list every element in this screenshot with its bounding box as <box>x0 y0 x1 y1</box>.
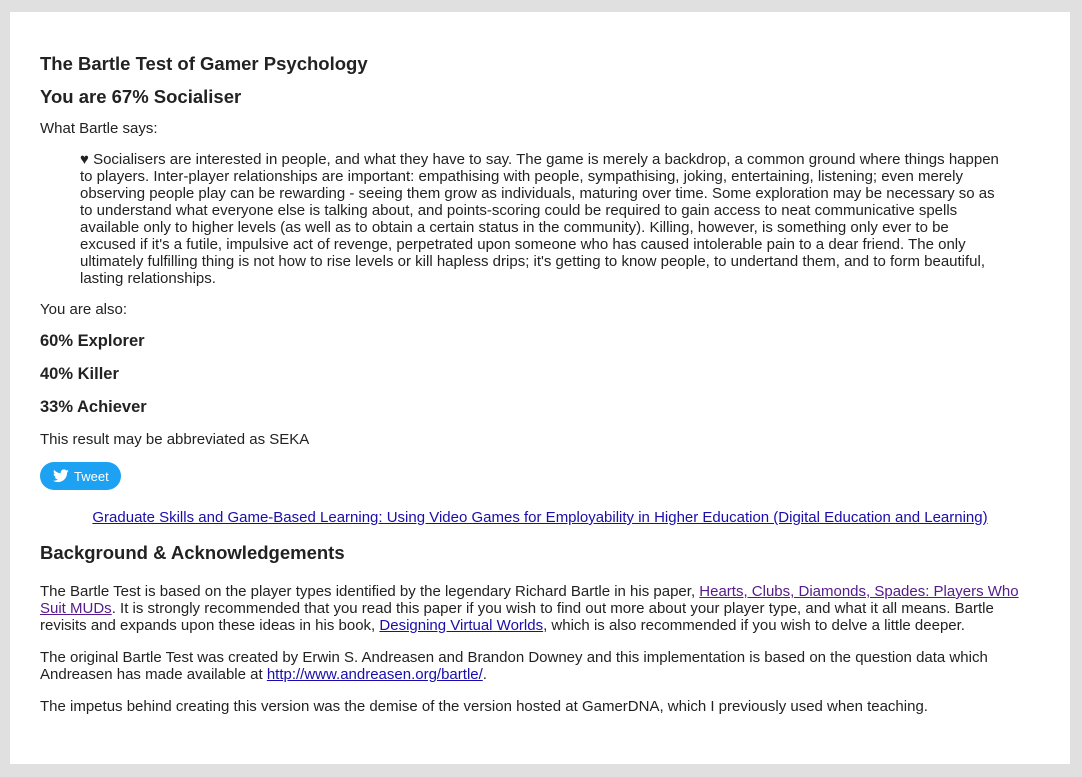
designing-virtual-worlds-link[interactable]: Designing Virtual Worlds <box>379 617 544 634</box>
background-paragraph-2 <box>40 649 1040 683</box>
bartle-paper-link[interactable]: Hearts, Clubs, Diamonds, Spades: Players Who Suit MUDs <box>40 583 1019 617</box>
what-bartle-says-label: What Bartle says: <box>40 120 158 137</box>
score-killer: 40% Killer <box>40 365 119 383</box>
background-paragraph-3: The impetus behind creating this version was the demise of the version hosted at GamerDNA, which I previously used when teaching. <box>40 698 928 715</box>
bg2-text-start: The original Bartle Test was created by Erwin S. Andreasen and Brandon Downey and this implementation is based on the question data which Andreasen has made available at <box>40 649 988 683</box>
score-explorer: 60% Explorer <box>40 332 145 350</box>
background-heading: Background & Acknowledgements <box>40 542 345 563</box>
promo-book-link[interactable]: Graduate Skills and Game-Based Learning: Using Video Games for Employability in Higher Education (Digital Education and Learning) <box>92 509 988 526</box>
page-title: The Bartle Test of Gamer Psychology <box>40 53 368 74</box>
tweet-button[interactable] <box>40 462 121 490</box>
andreasen-link[interactable]: http://www.andreasen.org/bartle/ <box>266 666 483 683</box>
twitter-bird-icon <box>53 469 69 483</box>
tweet-label: Tweet <box>74 468 109 484</box>
page-card <box>10 12 1070 764</box>
abbreviation-text: This result may be abbreviated as SEKA <box>40 431 310 448</box>
background-paragraph-1 <box>40 583 1040 634</box>
bartle-quote: ♥ Socialisers are interested in people, and what they have to say. The game is merely a backdrop, a common ground where things happen to players. Inter-player relationships are important: empathising with people, sympathising, joking, entertaining, listening; even merely observing people play can be rewarding - seeing them grow as individuals, maturing over time. Some exploration may be necessary so as to understand what everyone else is talking about, and points-scoring could be required to gain access to neat communicative spells available only to higher levels (as well as to obtain a certain status in the community). Killing, however, is something only ever to be excused if it's a futile, impulsive act of revenge, perpetrated upon someone who has caused intolerable pain to a dear friend. The only ultimately fulfilling thing is not how to rise levels or kill hapless drips; it's getting to know people, to undertand them, and to form beautiful, lasting relationships. <box>80 151 999 287</box>
bg2-text-end: . <box>482 666 487 683</box>
bg1-text-middle: . It is strongly recommended that you read this paper if you wish to find out more about your player type, and what it all means. Bartle revisits and expands upon these ideas in his book, <box>40 600 994 634</box>
score-achiever: 33% Achiever <box>40 398 147 416</box>
promo-link-container <box>40 509 1040 526</box>
bg1-text-end: , which is also recommended if you wish to delve a little deeper. <box>543 617 965 634</box>
bg1-text-start: The Bartle Test is based on the player types identified by the legendary Richard Bartle in his paper, <box>40 583 700 600</box>
you-are-also-label: You are also: <box>40 301 128 318</box>
result-heading: You are 67% Socialiser <box>40 86 242 107</box>
